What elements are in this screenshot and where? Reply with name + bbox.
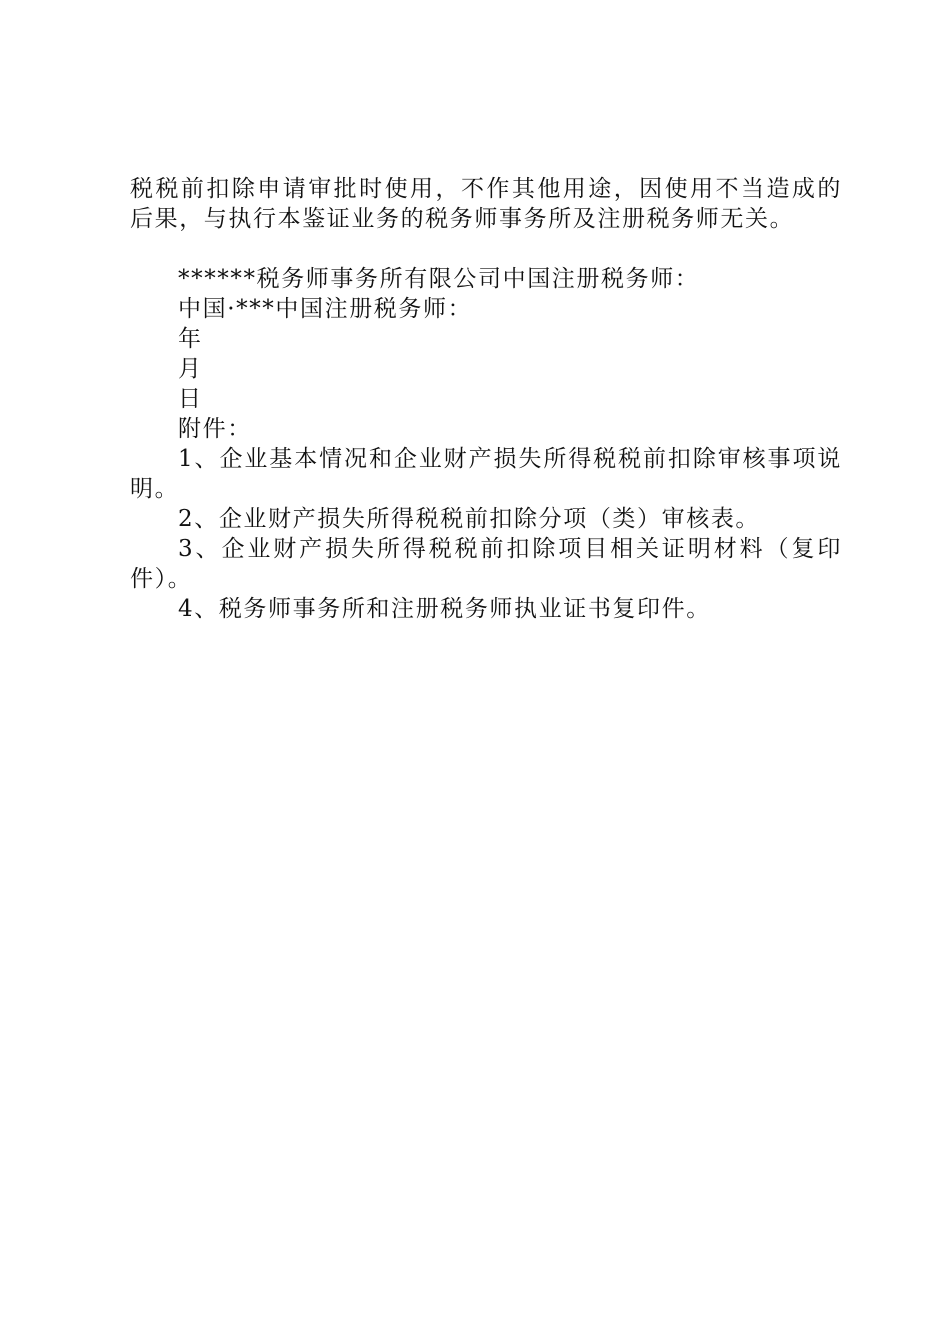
attachment-item-4: 4、税务师事务所和注册税务师执业证书复印件。: [178, 596, 711, 622]
attachments-heading: 附件：: [178, 416, 252, 442]
attachment-item-2: 2、企业财产损失所得税税前扣除分项（类）审核表。: [178, 506, 761, 532]
attachment-item-3: 3、企业财产损失所得税税前扣除项目相关证明材料（复印件）。: [130, 536, 842, 592]
date-year: 年: [178, 326, 203, 352]
date-day: 日: [178, 386, 203, 412]
firm-signature-line: ******税务师事务所有限公司中国注册税务师：: [178, 266, 700, 292]
intro-paragraph: 税税前扣除申请审批时使用，不作其他用途，因使用不当造成的后果，与执行本鉴证业务的税务师事务所及注册税务师无关。: [130, 176, 842, 232]
attachment-item-1: 1、企业基本情况和企业财产损失所得税税前扣除审核事项说明。: [130, 446, 842, 502]
paragraph-spacer: [130, 234, 842, 264]
china-signature-line: 中国·***中国注册税务师：: [178, 296, 473, 322]
document-body: [130, 174, 842, 624]
date-month: 月: [178, 356, 203, 382]
